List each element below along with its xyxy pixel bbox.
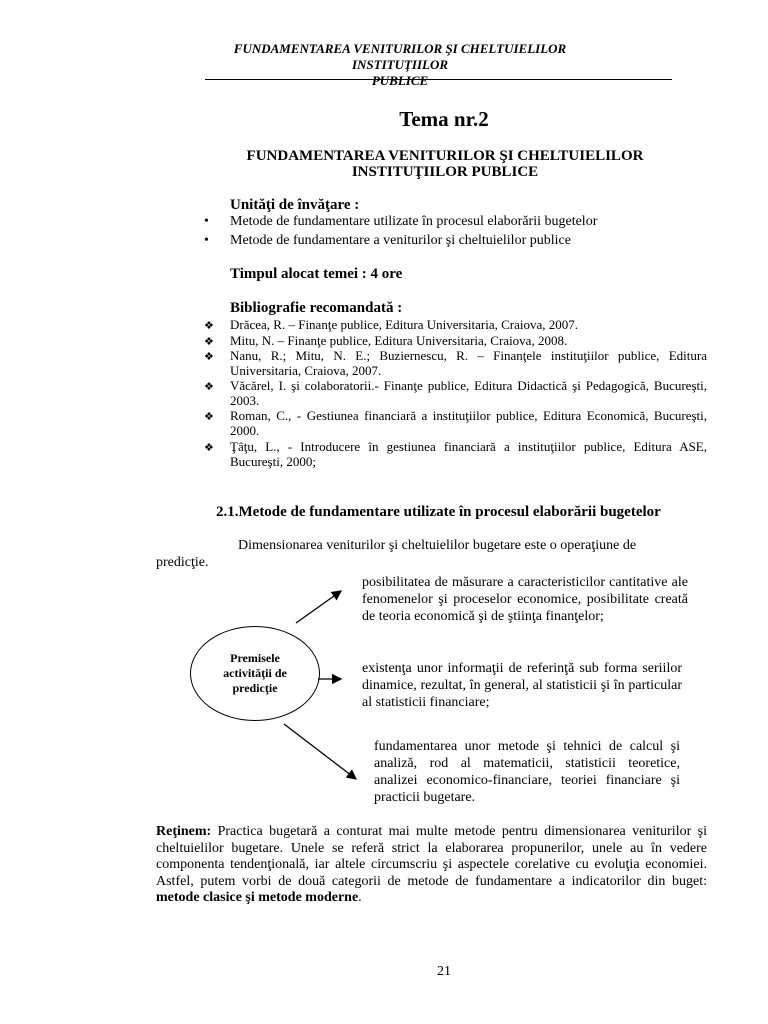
intro-line1: Dimensionarea veniturilor şi cheltuielilor bugetare este o operaţiune de	[238, 538, 637, 553]
diamond-bullet-icon: ❖	[204, 381, 214, 393]
retinem-label: Reţinem:	[156, 824, 212, 839]
bibliography-item: Văcărel, I. şi colaboratorii.- Finanţe publice, Editura Didactică şi Pedagogică, Bucureşti, 2003.	[230, 378, 707, 408]
section-heading: 2.1.Metode de fundamentare utilizate în procesul elaborării bugetelor	[216, 504, 661, 520]
chapter-title-line2: INSTITUŢIILOR PUBLICE	[351, 164, 539, 180]
bibliography-item: Drăcea, R. – Finanţe publice, Editura Universitaria, Craiova, 2007.	[230, 317, 579, 332]
premise-information: existenţa unor informaţii de referinţă sub forma seriilor dinamice, rezultat, în general, al statisticii şi în particular al statisticii financiare;	[362, 661, 682, 710]
bullet-icon: •	[204, 233, 209, 248]
unit-item: Metode de fundamentare utilizate în procesul elaborării bugetelor	[230, 214, 598, 229]
diamond-bullet-icon: ❖	[204, 442, 214, 454]
bibliography-heading: Bibliografie recomandată :	[230, 300, 403, 316]
premise-measurement: posibilitatea de măsurare a caracteristicilor cantitative ale fenomenelor şi proceselor economice, posibilitate creată de teoria economică şi de ştiinţa finanţelor;	[362, 575, 688, 624]
retinem-paragraph	[156, 824, 707, 907]
premise-methods: fundamentarea unor metode şi tehnici de calcul şi analiză, rod al matematicii, statisticii teoretice, analizei economico-financiare, teoriei financiare şi practicii bugetare.	[374, 739, 680, 805]
diamond-bullet-icon: ❖	[204, 411, 214, 423]
running-header-line2: PUBLICE	[371, 73, 429, 88]
bibliography-item: Roman, C., - Gestiunea financiară a instituţiilor publice, Editura Economică, Bucureşti, 2000.	[230, 408, 707, 438]
bibliography-item: Nanu, R.; Mitu, N. E.; Buziernescu, R. – Finanţele instituţiilor publice, Editura Universitaria, Craiova, 2007.	[230, 348, 707, 378]
diamond-bullet-icon: ❖	[204, 320, 214, 332]
retinem-end: .	[358, 890, 362, 905]
retinem-emphasis: metode clasice şi metode moderne	[156, 890, 359, 905]
premises-label: Premisele activităţii de predicţie	[223, 651, 287, 695]
page-number: 21	[437, 964, 451, 979]
bibliography-item: Mitu, N. – Finanţe publice, Editura Universitaria, Craiova, 2008.	[230, 333, 568, 348]
unit-item: Metode de fundamentare a veniturilor şi cheltuielilor publice	[230, 233, 571, 248]
bibliography-item: Ţâţu, L., - Introducere în gestiunea financiară a instituţiilor publice, Editura ASE, Bucureşti, 2000;	[230, 439, 707, 469]
arrow-up	[296, 591, 341, 623]
arrow-down	[284, 724, 356, 779]
running-header-line1: FUNDAMENTAREA VENITURILOR ŞI CHELTUIELILOR INSTITUŢIILOR	[233, 41, 567, 72]
intro-line2: predicţie.	[156, 555, 209, 570]
diamond-bullet-icon: ❖	[204, 351, 214, 363]
chapter-title-line1: FUNDAMENTAREA VENITURILOR ŞI CHELTUIELILOR	[246, 148, 644, 164]
units-heading: Unităţi de învăţare :	[230, 197, 360, 213]
time-allocated: Timpul alocat temei : 4 ore	[230, 266, 403, 282]
bullet-icon: •	[204, 214, 209, 229]
topic-title: Tema nr.2	[399, 107, 489, 131]
retinem-text: Practica bugetară a conturat mai multe metode pentru dimensionarea veniturilor şi cheltuielilor bugetare. Unele se referă strict la elaborarea propunerilor, unele au în vedere componenta tendenţională, iar altele circumscriu şi aspectele corelative cu evoluţia economiei. Astfel, putem vorbi de două categorii de metode de fundamentare a indicatorilor din buget:	[156, 824, 707, 889]
diamond-bullet-icon: ❖	[204, 336, 214, 348]
